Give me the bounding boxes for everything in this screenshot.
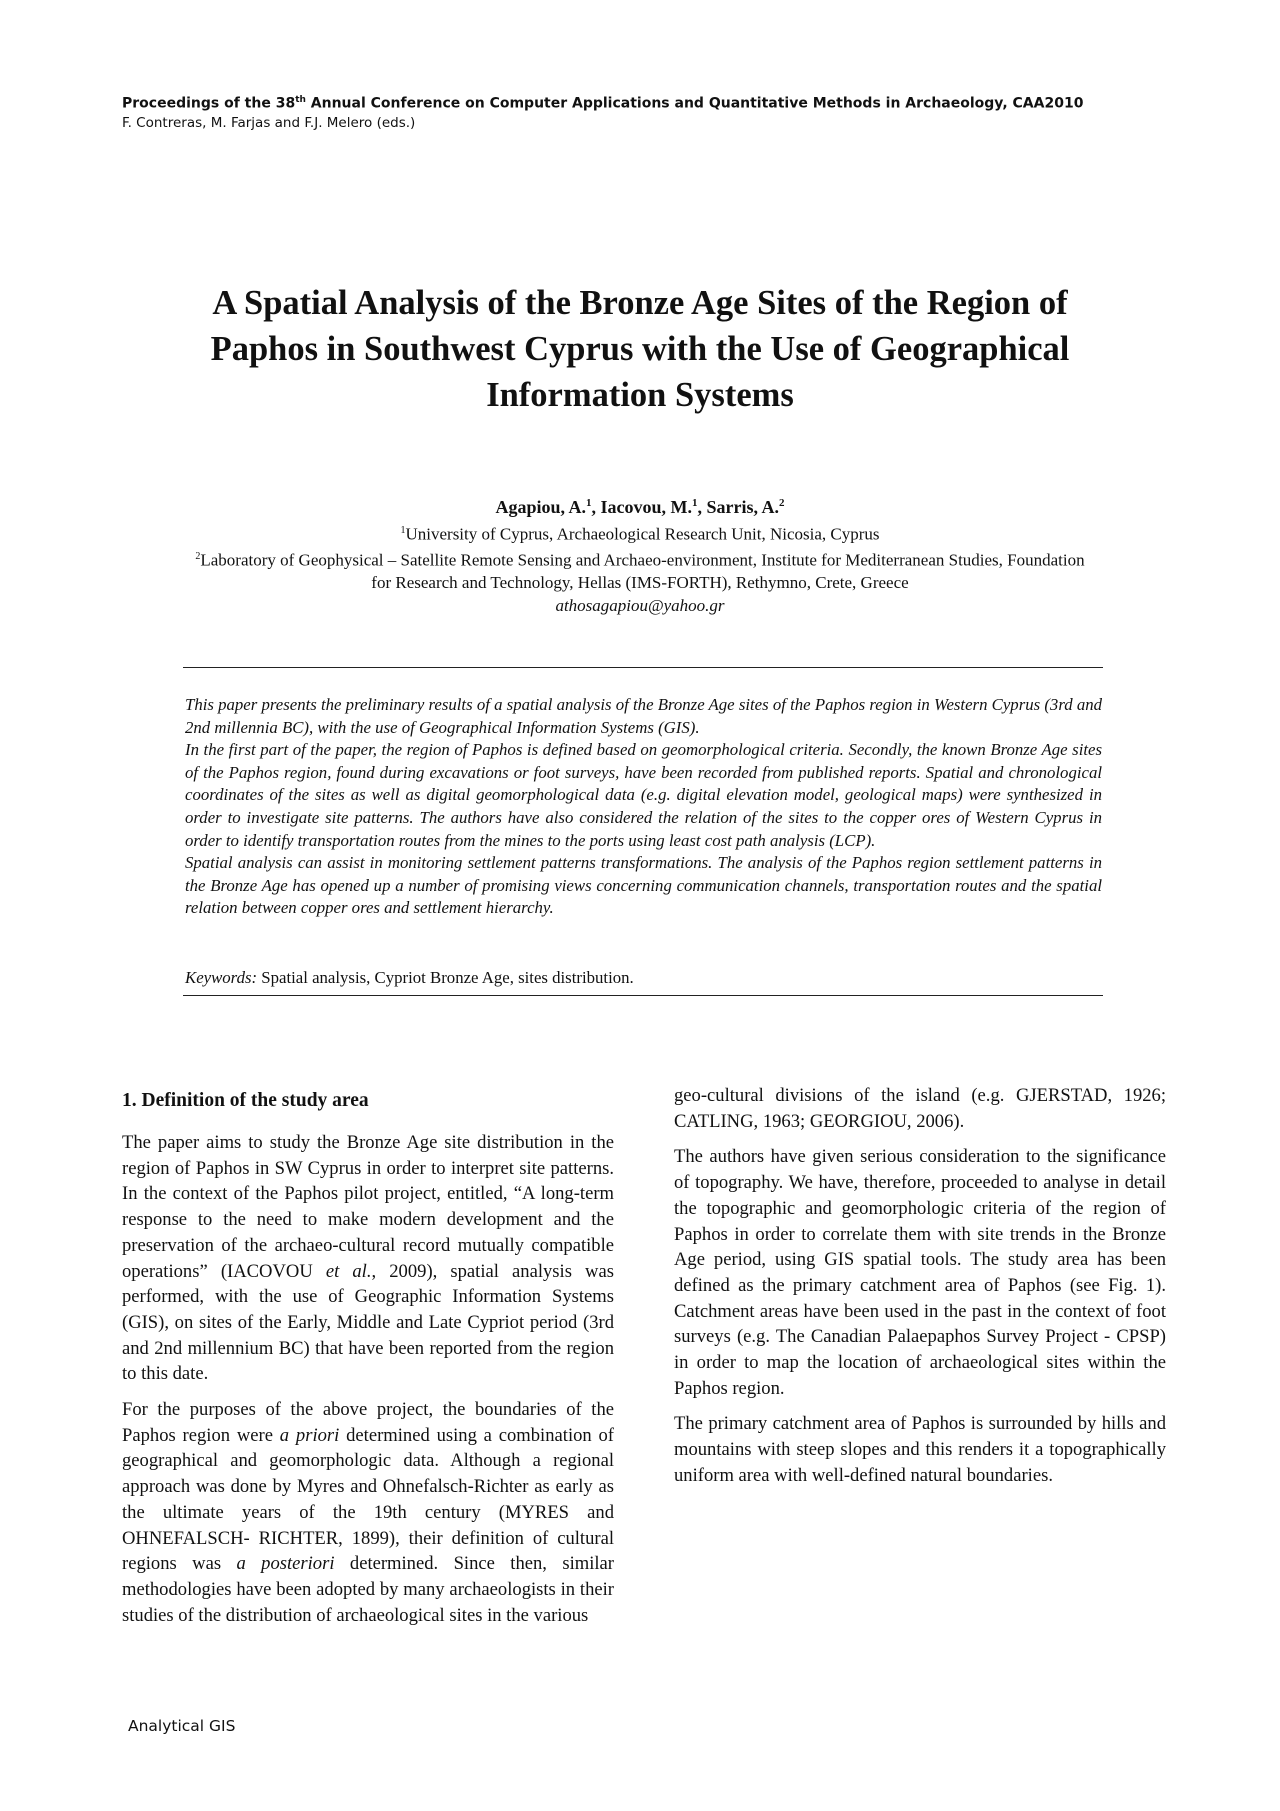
affiliation-1: $^1$University of Cyprus, Archaeological Research Unit, Nicosia, Cyprus [400,524,880,544]
body-column-right [674,1083,1166,1499]
author: Agapiou, A.$^1$, [495,497,601,517]
abstract-bottom-rule [183,995,1103,996]
abstract-paragraph: This paper presents the preliminary results of a spatial analysis of the Bronze Age sites of the Paphos region in Western Cyprus (3rd and 2nd millennia BC), with the use of Geographical Information Systems (GIS). [185,695,1102,737]
author: Sarris, A.$^2$ [706,497,785,517]
paper-title: A Spatial Analysis of the Bronze Age Sites of the Region of Paphos in Southwest Cyprus with the Use of Geographical Information Systems [210,284,1070,414]
proceedings-header [122,91,1162,133]
editors-line: F. Contreras, M. Farjas and F.J. Melero (eds.) [122,114,416,131]
proceedings-line: Proceedings of the 38th Annual Conference on Computer Applications and Quantitative Methods in Archaeology, CAA2010 [122,95,1084,112]
section-heading: 1. Definition of the study area [122,1090,369,1111]
keywords [185,967,1102,989]
abstract [185,694,1102,920]
page-footer: Analytical GIS [128,1717,236,1735]
affiliation-2-cont: for Research and Technology, Hellas (IMS-FORTH), Rethymno, Crete, Greece [371,573,909,593]
abstract-paragraph: Spatial analysis can assist in monitoring settlement patterns transformations. The analysis of the Paphos region settlement patterns in the Bronze Age has opened up a number of promising views concerning communication channels, transportation routes and the spatial relation between copper ores and settlement hierarchy. [185,853,1102,918]
body-paragraph: The paper aims to study the Bronze Age site distribution in the region of Paphos in SW Cyprus in order to interpret site patterns. In the context of the Paphos pilot project, entitled, “A long-term response to the need to make modern development and the preservation of the archaeo-cultural record mutually compatible operations” (IACOVOU et al., 2009), spatial analysis was performed, with the use of Geographic Information Systems (GIS), on sites of the Early, Middle and Late Cypriot period (3rd and 2nd millennium BC) that have been reported from the region to this date. [122,1132,614,1385]
keywords-text: Spatial analysis, Cypriot Bronze Age, sites distribution. [257,968,634,987]
abstract-top-rule [183,667,1103,668]
body-paragraph: For the purposes of the above project, the boundaries of the Paphos region were a priori determined using a combination of geographical and geomorphologic data. Although a regional approach was done by Myres and Ohnefalsch-Richter as early as the ultimate years of the 19th century (MYRES and OHNEFALSCH- RICHTER, 1899), their definition of cultural regions was a posteriori determined. Since then, similar methodologies have been adopted by many archaeologists in their studies of the distribution of archaeological sites in the various [122,1399,614,1626]
body-column-left [122,1082,614,1638]
author-list [130,491,1150,519]
affiliations [120,520,1160,617]
affiliation-2: $^2$Laboratory of Geophysical – Satellite Remote Sensing and Archaeo-environment, Institute for Mediterranean Studies, Foundation [195,550,1085,570]
keywords-label: Keywords: [185,968,258,987]
author: Iacovou, M.$^1$, [600,497,707,517]
author-email[interactable]: athosagapiou@yahoo.gr [555,595,725,615]
abstract-paragraph: In the first part of the paper, the region of Paphos is defined based on geomorphological criteria. Secondly, the known Bronze Age sites of the Paphos region, found during excavations or foot surveys, have been recorded from published reports. Spatial and chronological coordinates of the sites as well as digital geomorphological data (e.g. digital elevation model, geological maps) were synthesized in order to investigate site patterns. The authors have also considered the relation of the sites to the copper ores of Western Cyprus in order to identify transportation routes from the mines to the ports using least cost path analysis (LCP). [185,740,1102,850]
body-paragraph: The primary catchment area of Paphos is surrounded by hills and mountains with steep slopes and this renders it a topographically uniform area with well-defined natural boundaries. [674,1413,1166,1486]
body-paragraph: geo-cultural divisions of the island (e.g. GJERSTAD, 1926; CATLING, 1963; GEORGIOU, 2006). [674,1085,1166,1132]
body-paragraph: The authors have given serious consideration to the significance of topography. We have, therefore, proceeded to analyse in detail the topographic and geomorphologic criteria of the region of Paphos in order to correlate them with site trends in the Bronze Age period, using GIS spatial tools. The study area has been defined as the primary catchment area of Paphos (see Fig. 1). Catchment areas have been used in the past in the context of foot surveys (e.g. The Canadian Palaepaphos Survey Project - CPSP) in order to map the location of archaeological sites within the Paphos region. [674,1146,1166,1399]
